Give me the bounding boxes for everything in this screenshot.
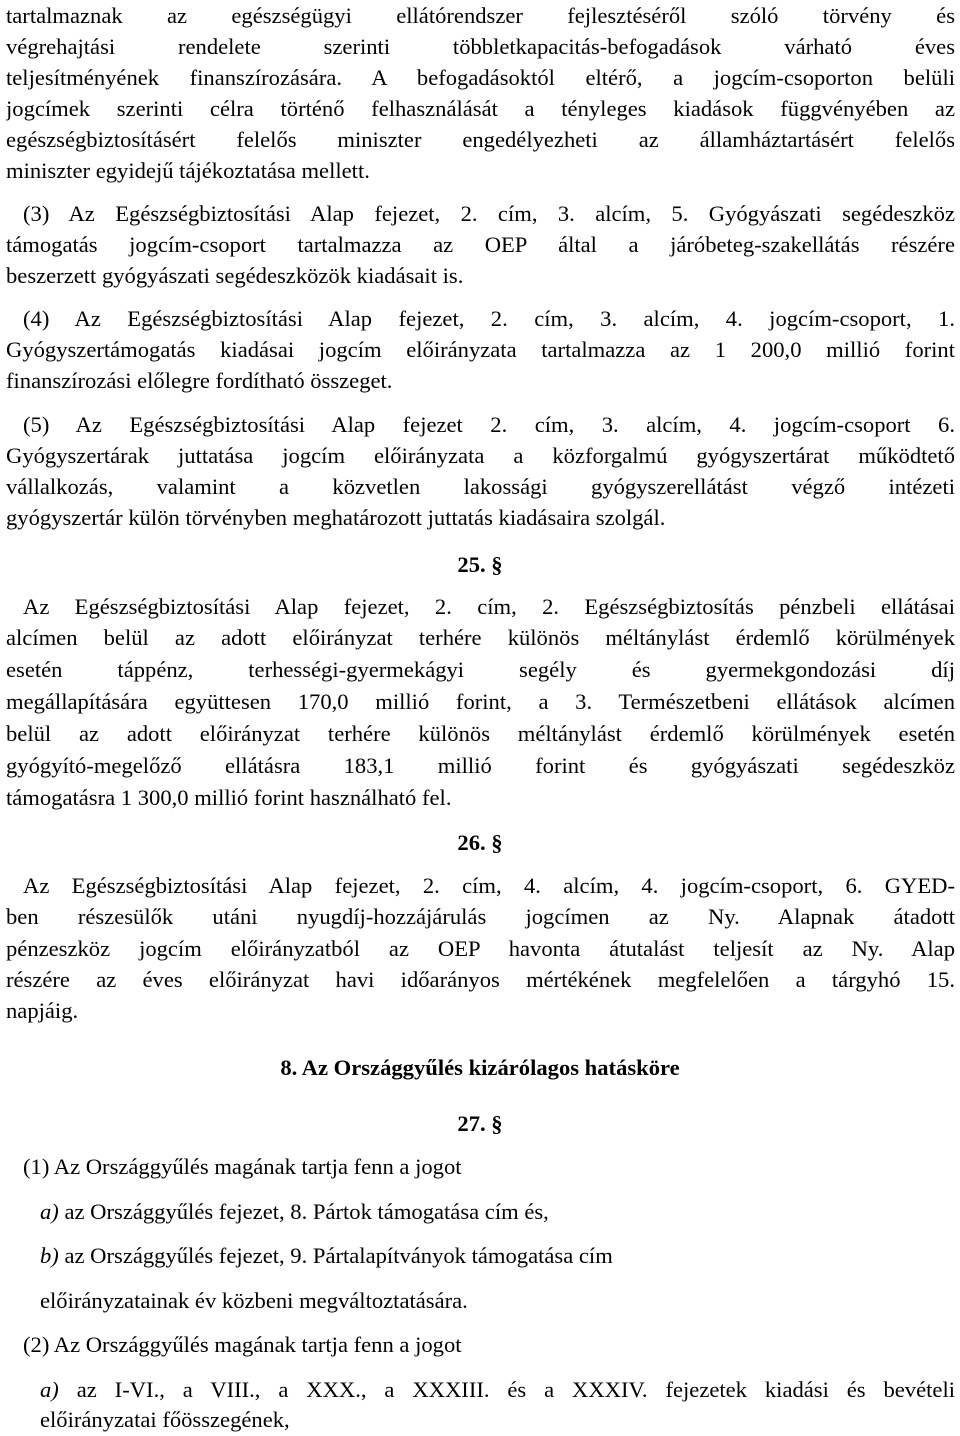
paragraph-5-line: vállalkozás, valamint a közvetlen lakossági gyógyszerellátást végző intézeti bbox=[6, 474, 955, 499]
section-27-item-b bbox=[40, 1240, 955, 1272]
section-27-paragraph-1: (1) Az Országgyűlés magának tartja fenn a jogot bbox=[23, 1154, 462, 1179]
paragraph-5-line: gyógyszertár külön törvényben meghatározott juttatás kiadásaira szolgál. bbox=[6, 505, 666, 530]
section-25-line: alcímen belül az adott előirányzat terhére különös méltánylást érdemlő körülmények bbox=[6, 625, 955, 650]
item-text: az Országgyűlés fejezet, 9. Pártalapítványok támogatása cím bbox=[58, 1243, 613, 1268]
section-25-line: támogatásra 1 300,0 millió forint használható fel. bbox=[6, 785, 452, 810]
section-27-item-a2 bbox=[40, 1374, 955, 1406]
section-26-line: pénzeszköz jogcím előirányzatból az OEP havonta átutalást teljesít az Ny. Alap bbox=[6, 936, 955, 961]
section-26-line: ben részesülők utáni nyugdíj-hozzájárulás jogcímen az Ny. Alapnak átadott bbox=[6, 904, 955, 929]
text-line: egészségbiztosításért felelős miniszter engedélyezheti az államháztartásért felelős bbox=[6, 127, 955, 152]
section-27-paragraph-2: (2) Az Országgyűlés magának tartja fenn a jogot bbox=[23, 1332, 462, 1357]
section-25-line: gyógyító-megelőző ellátásra 183,1 millió forint és gyógyászati segédeszköz bbox=[6, 753, 955, 778]
item-text: az Országgyűlés fejezet, 8. Pártok támogatása cím és, bbox=[58, 1199, 549, 1224]
text-line: miniszter egyidejű tájékoztatása mellett. bbox=[6, 158, 370, 183]
section-27-heading: 27. § bbox=[457, 1111, 503, 1136]
item-marker: a) bbox=[40, 1199, 59, 1224]
paragraph-4-line: (4) Az Egészségbiztosítási Alap fejezet, 2. cím, 3. alcím, 4. jogcím-csoport, 1. bbox=[23, 306, 955, 331]
paragraph-3-line: beszerzett gyógyászati segédeszközök kiadásait is. bbox=[6, 263, 464, 288]
section-25-heading: 25. § bbox=[457, 552, 503, 577]
section-25-line: Az Egészségbiztosítási Alap fejezet, 2. cím, 2. Egészségbiztosítás pénzbeli ellátásai bbox=[23, 594, 955, 619]
text-line: teljesítményének finanszírozására. A befogadásoktól eltérő, a jogcím-csoporton belüli bbox=[6, 65, 955, 90]
paragraph-4-line: Gyógyszertámogatás kiadásai jogcím előirányzata tartalmazza az 1 200,0 millió forint bbox=[6, 337, 955, 362]
section-26-heading: 26. § bbox=[457, 830, 503, 855]
section-25-line: belül az adott előirányzat terhére különös méltánylást érdemlő körülmények esetén bbox=[6, 721, 955, 746]
text-line: végrehajtási rendelete szerinti többletkapacitás-befogadások várható éves bbox=[6, 34, 955, 59]
section-26-line: napjáig. bbox=[6, 998, 79, 1023]
section-26-line: részére az éves előirányzat havi időarányos mértékének megfelelően a tárgyhó 15. bbox=[6, 967, 955, 992]
paragraph-3-line: támogatás jogcím-csoport tartalmazza az OEP által a járóbeteg-szakellátás részére bbox=[6, 232, 955, 257]
chapter-8-title: 8. Az Országgyűlés kizárólagos hatásköre bbox=[280, 1055, 680, 1080]
section-27-item-b-cont: előirányzatainak év közbeni megváltoztatására. bbox=[40, 1288, 468, 1313]
text-line: tartalmaznak az egészségügyi ellátórendszer fejlesztéséről szóló törvény és bbox=[6, 3, 955, 28]
section-25-line: esetén táppénz, terhességi-gyermekágyi segély és gyermekgondozási díj bbox=[6, 657, 955, 682]
item-marker: a) bbox=[40, 1377, 59, 1402]
paragraph-5-line: Gyógyszertárak juttatása jogcím előirányzata a közforgalmú gyógyszertárat működtető bbox=[6, 443, 955, 468]
paragraph-4-line: finanszírozási előlegre fordítható összeget. bbox=[6, 368, 393, 393]
text-line: jogcímek szerinti célra történő felhasználását a tényleges kiadások függvényében az bbox=[6, 96, 955, 121]
section-27-item-a2-cont: előirányzatai főösszegének, bbox=[40, 1407, 290, 1432]
item-marker: b) bbox=[40, 1243, 59, 1268]
item-text: az I-VI., a VIII., a XXX., a XXXIII. és a XXXIV. fejezetek kiadási és bevételi bbox=[58, 1377, 955, 1402]
section-25-line: megállapítására együttesen 170,0 millió forint, a 3. Természetbeni ellátások alcímen bbox=[6, 689, 955, 714]
section-27-item-a bbox=[40, 1196, 955, 1228]
paragraph-3-line: (3) Az Egészségbiztosítási Alap fejezet, 2. cím, 3. alcím, 5. Gyógyászati segédeszköz bbox=[23, 201, 955, 226]
section-26-line: Az Egészségbiztosítási Alap fejezet, 2. cím, 4. alcím, 4. jogcím-csoport, 6. GYED- bbox=[23, 873, 955, 898]
paragraph-5-line: (5) Az Egészségbiztosítási Alap fejezet 2. cím, 3. alcím, 4. jogcím-csoport 6. bbox=[23, 412, 955, 437]
